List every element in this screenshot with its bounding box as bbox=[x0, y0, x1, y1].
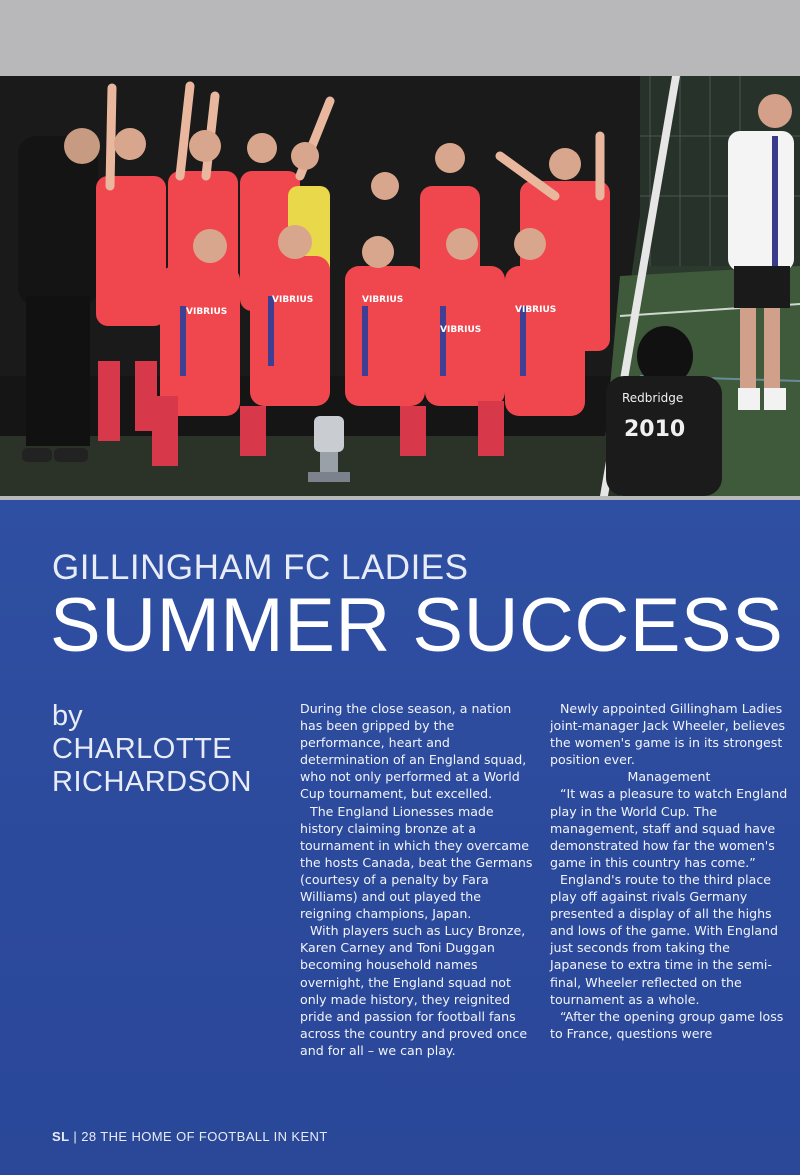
paragraph: The England Lionesses made history claiming bronze at a tournament in which they overcame the hosts Canada, beat the Germans (courtesy of a penalty by Fara Williams) and out played the reigning champions, Japan. bbox=[300, 803, 533, 922]
page-footer bbox=[52, 1129, 328, 1144]
article-headline: SUMMER SUCCESS bbox=[50, 583, 784, 668]
shirt-sponsor-3: VIBRIUS bbox=[362, 295, 404, 305]
shirt-sponsor-4: VIBRIUS bbox=[440, 325, 482, 335]
shirt-sponsor-5: VIBRIUS bbox=[515, 305, 557, 315]
paragraph: “It was a pleasure to watch England play in the World Cup. The management, staff and squad have demonstrated how far the women's game in this country has come.” bbox=[550, 786, 788, 870]
shirt-sponsor-1: VIBRIUS bbox=[186, 307, 228, 317]
spectator-shirt-number: 2010 bbox=[624, 417, 686, 442]
article-kicker: GILLINGHAM FC LADIES bbox=[52, 548, 469, 587]
author-name-line2: RICHARDSON bbox=[52, 766, 252, 798]
article-column-2 bbox=[550, 700, 788, 1042]
article-column-1 bbox=[300, 700, 536, 1059]
photo-illustration bbox=[0, 76, 800, 496]
author-name-line1: CHARLOTTE bbox=[52, 733, 233, 765]
top-margin bbox=[0, 0, 800, 76]
paragraph: During the close season, a nation has been gripped by the performance, heart and determination of an England squad, who not only performed at a World Cup tournament, but excelled. bbox=[300, 701, 527, 802]
section-subhead: Management bbox=[627, 769, 711, 785]
paragraph: Newly appointed Gillingham Ladies joint-manager Jack Wheeler, believes the women's game is in its strongest position ever. bbox=[550, 701, 786, 768]
byline-prefix: by bbox=[52, 700, 83, 732]
paragraph: England's route to the third place play off against rivals Germany presented a display of all the highs and lows of the game. With England just seconds from taking the Japanese to extra time in the semi-final, Wheeler reflected on the tournament as a whole. bbox=[550, 871, 779, 1007]
paragraph: With players such as Lucy Bronze, Karen Carney and Toni Duggan becoming household names overnight, the England squad not only made history, they reignited pride and passion for football fans across the country and proved once and for all – we can play. bbox=[300, 923, 528, 1058]
team-celebration-photo bbox=[0, 76, 800, 496]
footer-text: | 28 THE HOME OF FOOTBALL IN KENT bbox=[73, 1129, 328, 1144]
spectator-shirt-brand: Redbridge bbox=[622, 391, 684, 405]
magazine-logo: SL bbox=[52, 1129, 70, 1144]
shirt-sponsor-2: VIBRIUS bbox=[272, 295, 314, 305]
byline bbox=[52, 700, 292, 799]
paragraph: “After the opening group game loss to France, questions were bbox=[550, 1008, 784, 1041]
